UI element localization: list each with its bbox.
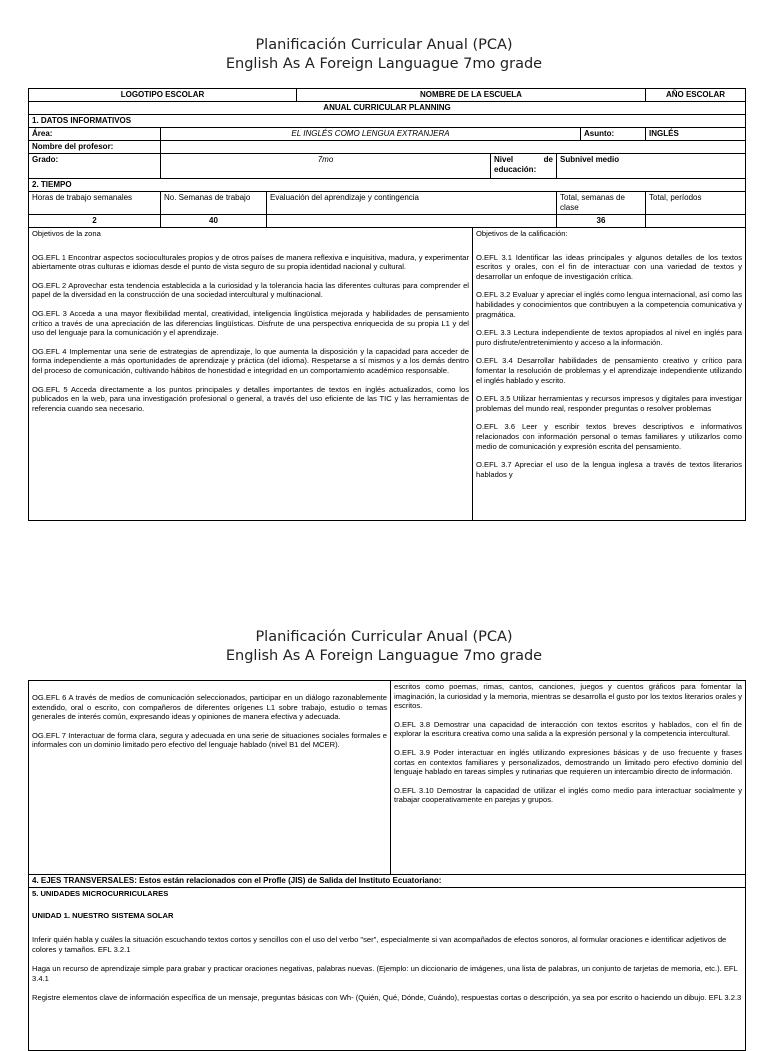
objetivo-o-efl-3-4: O.EFL 3.4 Desarrollar habilidades de pensamiento creativo y crítico para fomentar la resolución de problemas y el aprendizaje independiente utilizando el inglés hablado y escrito. [476,356,742,385]
objetivo-o-efl-3-7: O.EFL 3.7 Apreciar el uso de la lengua inglesa a través de textos literarios hablados y [476,460,742,479]
objetivo-o-efl-3-7-cont: escritos como poemas, rimas, cantos, canciones, juegos y cuentos gráficos para fomentar la imaginación, la curiosidad y la memoria, mientras se desarrolla el gusto por los textos literarios orales y escritos. [394,682,742,711]
unit-item-3: Registre elementos clave de información específica de un mensaje, preguntas básicas con Wh- (Quién, Qué, Dónde, Cuándo), respuestas cortas o descripción, ya sea por escrito o haciendo un dibujo. EFL 3.2.3 [32,993,742,1002]
unit-item-2: Haga un recurso de aprendizaje simple para grabar y practicar oraciones negativas, palabras nuevas. (Ejemplo: un diccionario de imágenes, una lista de palabras, un conjunto de tarjetas de memoria, etc.). EFL 3.4.1 [32,964,738,983]
tiempo-col-total-periodos: Total, períodos [646,192,746,215]
objetivo-o-efl-3-3: O.EFL 3.3 Lectura independiente de textos apropiados al nivel en inglés para puro disfrute/entretenimiento y acceso a la información. [476,328,742,347]
subnivel-value: Subnivel medio [557,154,746,179]
tiempo-val-total-periodos [646,215,746,228]
objetivo-og-efl-7: OG.EFL 7 Interactuar de forma clara, segura y adecuada en una serie de situaciones sociales formales e informales con un dominio limitado pero efectivo del lenguaje hablado (nivel B1 del MCER). [32,730,387,750]
pca-table-page2 [28,680,746,1051]
objetivo-o-efl-3-1: O.EFL 3.1 Identificar las ideas principales y algunos detalles de los textos escritos y orales, con el fin de interactuar con una variedad de textos y desarrollar un enfoque de investigación crítica. [476,252,742,281]
objetivos-calificacion-cell [473,228,746,521]
objetivos-zona-cont-cell [29,681,391,875]
unit-title: UNIDAD 1. NUESTRO SISTEMA SOLAR [32,911,174,920]
objetivo-o-efl-3-10: O.EFL 3.10 Demostrar la capacidad de utilizar el inglés como medio para interactuar socialmente y trabajar cooperativamente en parejas y grupos. [394,785,742,805]
tiempo-val-total-semanas: 36 [557,215,646,228]
objetivo-og-efl-2: OG.EFL 2 Aprovechar esta tendencia establecida a la curiosidad y la tolerancia hacia las diferentes culturas para comprender el papel de la diversidad en la construcción de una sociedad intercultural y multinacional. [32,280,469,300]
objetivos-zona-cell [29,228,473,521]
tiempo-val-semanas: 40 [161,215,267,228]
objetivos-calificacion-cont-cell [391,681,746,875]
title-line-1: Planificación Curricular Anual (PCA) [255,629,513,645]
school-year-cell: AÑO ESCOLAR [646,89,746,102]
pca-table-page1 [28,88,746,521]
grado-value: 7mo [161,154,491,179]
asunto-label: Asunto: [581,128,646,141]
objetivo-o-efl-3-8: O.EFL 3.8 Demostrar una capacidad de interacción con textos escritos y hablados, con el fin de explorar la escritura creativa como una salida a la expresión personal y la competencia intercultural. [394,719,742,739]
tiempo-col-horas: Horas de trabajo semanales [29,192,161,215]
objetivo-o-efl-3-9: O.EFL 3.9 Poder interactuar en inglés utilizando expresiones básicas y de uso frecuente y frases cortas en contextos familiares y personalizados, demostrando un limitado pero efectivo dominio del lenguaje hablado en tareas simples y rutinarias que requieren un intercambio directo de información. [394,747,742,777]
unit-item-1: Inferir quién habla y cuáles la situación escuchando textos cortos y sencillos con el uso del verbo "ser", especialmente si van acompañados de efectos sonoros, al formular oraciones e identificar adjetivos de colores y tamaños. EFL 3.2.1 [32,935,727,954]
objetivo-og-efl-4: OG.EFL 4 Implementar una serie de estrategias de aprendizaje, lo que aumenta la disposición y la capacidad para acceder de forma independiente a más oportunidades de aprendizaje y práctica (del idioma). Respetarse a sí mismos y a los demás dentro del proceso de comunicación, cultivando hábitos de honestidad e integridad en un comportamiento académico responsable. [32,346,469,375]
objetivo-o-efl-3-2: O.EFL 3.2 Evaluar y apreciar el inglés como lengua internacional, así como las habilidades y conocimientos que contribuyen a la competencia comunicativa y pragmática. [476,290,742,319]
tiempo-val-evaluacion [267,215,557,228]
tiempo-section: 2. TIEMPO [29,179,746,192]
area-value: EL INGLÉS COMO LENGUA EXTRANJERA [161,128,581,141]
datos-section: 1. DATOS INFORMATIVOS [29,115,746,128]
asunto-value: INGLÉS [646,128,746,141]
title-line-2: English As A Foreign Languague 7mo grade [225,56,543,72]
school-name-cell: NOMBRE DE LA ESCUELA [297,89,646,102]
tiempo-col-semanas: No. Semanas de trabajo [161,192,267,215]
objetivo-og-efl-1: OG.EFL 1 Encontrar aspectos socioculturales propios y de otros países de manera reflexiva e inquisitiva, madura, y experimentar abiertamente otras culturas e idiomas desde el punto de vista seguro de su propia identidad nacional y cultural. [32,252,469,272]
title-line-2: English As A Foreign Languague 7mo grade [225,648,543,664]
area-label: Área: [29,128,161,141]
objetivos-zona-heading: Objetivos de la zona [32,229,101,238]
objetivo-o-efl-3-6: O.EFL 3.6 Leer y escribir textos breves descriptivos e informativos relacionados con información personal o temas familiares y utilizarlos como medio de comunicación y expresión escrita del pensamiento. [476,422,742,451]
objetivo-og-efl-3: OG.EFL 3 Acceda a una mayor flexibilidad mental, creatividad, inteligencia lingüística mejorada y habilidades de pensamiento crítico a través de una apreciación de las diferencias lingüísticas. Disfrute de una perspectiva enriquecida de su propia L1 y del uso del lenguaje para la comunicación y el aprendizaje. [32,308,469,338]
objetivo-og-efl-5: OG.EFL 5 Acceda directamente a los puntos principales y detalles importantes de textos en inglés actualizados, como los publicados en la web, para una investigación profesional o general, a través del uso eficiente de las TIC y las herramientas de referencia cuando sea necesario. [32,384,469,413]
profesor-label: Nombre del profesor: [29,141,161,154]
objetivo-o-efl-3-5: O.EFL 3.5 Utilizar herramientas y recursos impresos y digitales para investigar problemas del mundo real, responder preguntas o resolver problemas [476,394,742,413]
tiempo-col-evaluacion: Evaluación del aprendizaje y contingencia [267,192,557,215]
unidades-heading: 5. UNIDADES MICROCURRICULARES [32,889,169,898]
profesor-value [161,141,746,154]
ejes-transversales: 4. EJES TRANSVERSALES: Estos están relacionados con el Profle (JIS) de Salida del Instituto Ecuatoriano: [29,875,746,888]
page-title-1 [0,36,768,74]
unidades-cell [29,888,746,1051]
grado-label: Grado: [29,154,161,179]
nivel-label: Nivel de educación: [491,154,557,179]
logo-cell: LOGOTIPO ESCOLAR [29,89,297,102]
tiempo-col-total-semanas: Total, semanas de clase [557,192,646,215]
objetivos-calificacion-heading: Objetivos de la calificación: [476,229,568,238]
title-line-1: Planificación Curricular Anual (PCA) [255,37,513,53]
planning-heading: ANUAL CURRICULAR PLANNING [29,102,746,115]
tiempo-val-horas: 2 [29,215,161,228]
objetivo-og-efl-6: OG.EFL 6 A través de medios de comunicación seleccionados, participar en un diálogo razonablemente extendido, oral o escrito, con compañeros de diferentes orígenes L1 sobre trabajo, estudio o temas generales de interés común, expresando ideas y opiniones de manera efectiva y adecuada. [32,693,387,722]
page-title-2 [0,628,768,666]
